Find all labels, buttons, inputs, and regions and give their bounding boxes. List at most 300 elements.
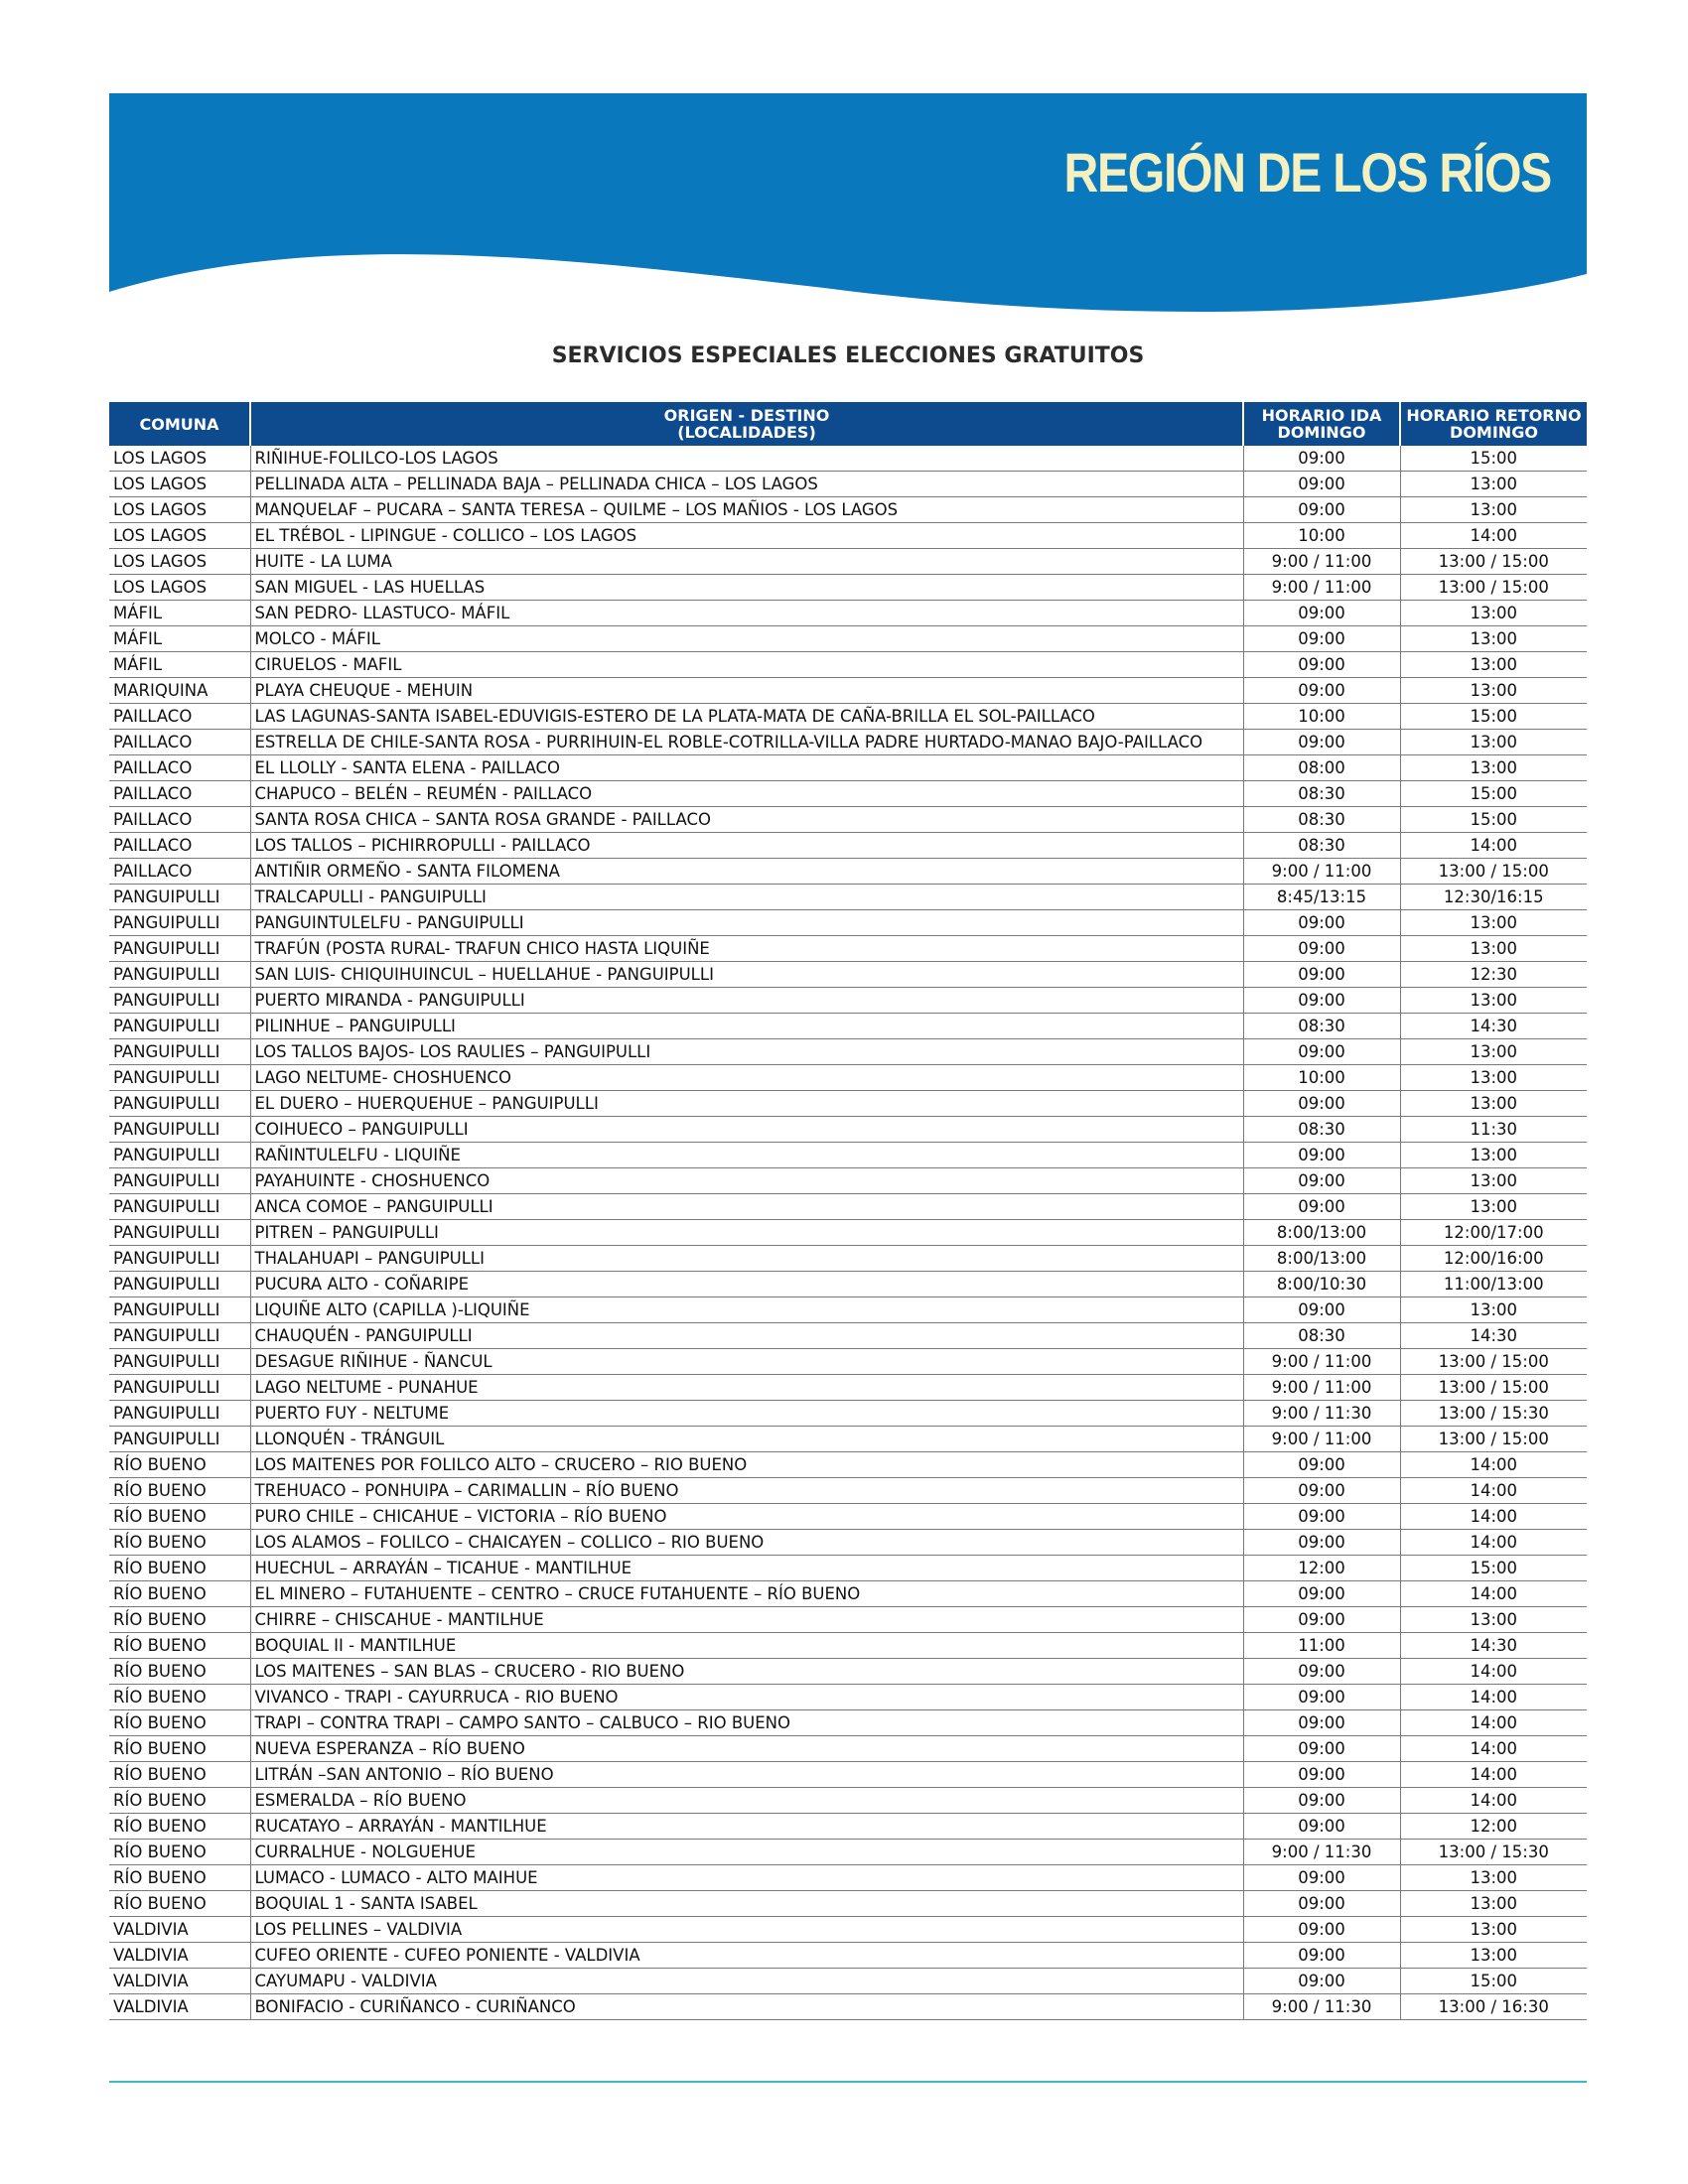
cell-comuna: RÍO BUENO [109,1840,250,1865]
cell-horario-ida: 9:00 / 11:30 [1243,1994,1400,2020]
cell-comuna: PAILLACO [109,730,250,755]
table-row [109,601,1587,626]
table-row [109,1633,1587,1659]
cell-origen-destino: PELLINADA ALTA – PELLINADA BAJA – PELLINADA CHICA – LOS LAGOS [250,472,1243,497]
cell-horario-ida: 09:00 [1243,936,1400,962]
cell-origen-destino: LLONQUÉN - TRÁNGUIL [250,1427,1243,1452]
table-row [109,1865,1587,1891]
table-row [109,446,1587,472]
cell-origen-destino: LAS LAGUNAS-SANTA ISABEL-EDUVIGIS-ESTERO DE LA PLATA-MATA DE CAÑA-BRILLA EL SOL-PAILLACO [250,704,1243,730]
cell-horario-retorno: 15:00 [1400,704,1587,730]
table-row [109,1401,1587,1427]
cell-horario-ida: 09:00 [1243,730,1400,755]
table-row [109,1452,1587,1478]
table-row [109,497,1587,523]
cell-horario-ida: 09:00 [1243,1891,1400,1917]
cell-comuna: PANGUIPULLI [109,1220,250,1246]
cell-horario-ida: 08:30 [1243,807,1400,833]
cell-comuna: PANGUIPULLI [109,1039,250,1065]
cell-origen-destino: PITREN – PANGUIPULLI [250,1220,1243,1246]
table-row [109,1788,1587,1814]
cell-origen-destino: CHAPUCO – BELÉN – REUMÉN - PAILLACO [250,781,1243,807]
cell-horario-retorno: 14:30 [1400,1014,1587,1039]
table-row [109,1969,1587,1994]
cell-horario-retorno: 12:30/16:15 [1400,885,1587,910]
cell-comuna: PANGUIPULLI [109,910,250,936]
cell-comuna: PAILLACO [109,807,250,833]
cell-horario-retorno: 13:00 [1400,1865,1587,1891]
cell-comuna: LOS LAGOS [109,523,250,549]
cell-origen-destino: RIÑIHUE-FOLILCO-LOS LAGOS [250,446,1243,472]
cell-horario-retorno: 13:00 / 15:00 [1400,549,1587,575]
cell-horario-retorno: 13:00 [1400,626,1587,652]
table-row [109,910,1587,936]
cell-origen-destino: EL TRÉBOL - LIPINGUE - COLLICO – LOS LAGOS [250,523,1243,549]
table-row [109,962,1587,988]
cell-horario-retorno: 13:00 / 15:00 [1400,1349,1587,1375]
cell-comuna: RÍO BUENO [109,1736,250,1762]
cell-comuna: PANGUIPULLI [109,936,250,962]
cell-origen-destino: DESAGUE RIÑIHUE - ÑANCUL [250,1349,1243,1375]
cell-horario-ida: 10:00 [1243,704,1400,730]
table-row [109,1943,1587,1969]
cell-comuna: LOS LAGOS [109,549,250,575]
cell-horario-retorno: 14:30 [1400,1323,1587,1349]
cell-origen-destino: PAYAHUINTE - CHOSHUENCO [250,1168,1243,1194]
cell-horario-ida: 09:00 [1243,652,1400,678]
table-row [109,755,1587,781]
cell-horario-retorno: 11:00/13:00 [1400,1272,1587,1297]
cell-horario-ida: 08:30 [1243,781,1400,807]
cell-origen-destino: LOS PELLINES – VALDIVIA [250,1917,1243,1943]
table-row [109,833,1587,859]
cell-comuna: MARIQUINA [109,678,250,704]
cell-origen-destino: PANGUINTULELFU - PANGUIPULLI [250,910,1243,936]
cell-comuna: PANGUIPULLI [109,1168,250,1194]
table-row [109,1117,1587,1143]
cell-origen-destino: ANTIÑIR ORMEÑO - SANTA FILOMENA [250,859,1243,885]
cell-origen-destino: PILINHUE – PANGUIPULLI [250,1014,1243,1039]
cell-horario-retorno: 14:00 [1400,1478,1587,1504]
cell-horario-ida: 09:00 [1243,1478,1400,1504]
cell-horario-retorno: 13:00 [1400,1194,1587,1220]
cell-horario-retorno: 13:00 [1400,910,1587,936]
cell-comuna: VALDIVIA [109,1917,250,1943]
cell-horario-retorno: 15:00 [1400,1556,1587,1581]
cell-origen-destino: HUITE - LA LUMA [250,549,1243,575]
cell-horario-ida: 09:00 [1243,910,1400,936]
table-row [109,523,1587,549]
cell-origen-destino: CURRALHUE - NOLGUEHUE [250,1840,1243,1865]
table-row [109,781,1587,807]
cell-horario-ida: 8:00/13:00 [1243,1220,1400,1246]
cell-comuna: RÍO BUENO [109,1762,250,1788]
cell-comuna: LOS LAGOS [109,497,250,523]
cell-comuna: PANGUIPULLI [109,1065,250,1091]
cell-comuna: PAILLACO [109,755,250,781]
cell-horario-retorno: 12:30 [1400,962,1587,988]
cell-origen-destino: CUFEO ORIENTE - CUFEO PONIENTE - VALDIVIA [250,1943,1243,1969]
footer-rule [109,2081,1587,2083]
cell-horario-retorno: 13:00 [1400,1091,1587,1117]
cell-origen-destino: TREHUACO – PONHUIPA – CARIMALLIN – RÍO BUENO [250,1478,1243,1504]
table-row [109,1091,1587,1117]
cell-origen-destino: EL DUERO – HUERQUEHUE – PANGUIPULLI [250,1091,1243,1117]
cell-comuna: MÁFIL [109,652,250,678]
cell-horario-ida: 09:00 [1243,1504,1400,1530]
cell-comuna: RÍO BUENO [109,1452,250,1478]
table-row [109,1736,1587,1762]
cell-origen-destino: LIQUIÑE ALTO (CAPILLA )-LIQUIÑE [250,1297,1243,1323]
cell-horario-ida: 9:00 / 11:00 [1243,1349,1400,1375]
cell-horario-retorno: 13:00 / 15:30 [1400,1401,1587,1427]
cell-horario-retorno: 13:00 [1400,1143,1587,1168]
cell-horario-retorno: 14:00 [1400,1530,1587,1556]
cell-horario-ida: 9:00 / 11:00 [1243,549,1400,575]
cell-comuna: VALDIVIA [109,1969,250,1994]
cell-origen-destino: BOQUIAL 1 - SANTA ISABEL [250,1891,1243,1917]
cell-horario-retorno: 14:00 [1400,1504,1587,1530]
cell-origen-destino: TRALCAPULLI - PANGUIPULLI [250,885,1243,910]
cell-horario-retorno: 15:00 [1400,807,1587,833]
cell-origen-destino: BONIFACIO - CURIÑANCO - CURIÑANCO [250,1994,1243,2020]
table-row [109,807,1587,833]
cell-horario-ida: 09:00 [1243,1530,1400,1556]
cell-horario-ida: 09:00 [1243,1607,1400,1633]
cell-horario-retorno: 13:00 / 15:00 [1400,1427,1587,1452]
cell-comuna: RÍO BUENO [109,1607,250,1633]
table-row [109,1272,1587,1297]
cell-horario-ida: 08:30 [1243,833,1400,859]
cell-horario-retorno: 11:30 [1400,1117,1587,1143]
cell-horario-retorno: 14:00 [1400,1710,1587,1736]
cell-horario-retorno: 14:00 [1400,1736,1587,1762]
cell-horario-retorno: 15:00 [1400,446,1587,472]
table-row [109,1297,1587,1323]
cell-origen-destino: SAN MIGUEL - LAS HUELLAS [250,575,1243,601]
cell-horario-retorno: 13:00 [1400,1039,1587,1065]
cell-horario-ida: 11:00 [1243,1633,1400,1659]
column-header-horario-retorno: HORARIO RETORNO DOMINGO [1400,402,1587,446]
cell-comuna: RÍO BUENO [109,1891,250,1917]
cell-comuna: LOS LAGOS [109,472,250,497]
cell-horario-retorno: 14:00 [1400,1659,1587,1685]
cell-horario-retorno: 13:00 [1400,755,1587,781]
cell-origen-destino: EL LLOLLY - SANTA ELENA - PAILLACO [250,755,1243,781]
cell-horario-retorno: 14:00 [1400,1788,1587,1814]
cell-origen-destino: EL MINERO – FUTAHUENTE – CENTRO – CRUCE FUTAHUENTE – RÍO BUENO [250,1581,1243,1607]
cell-horario-retorno: 13:00 / 15:00 [1400,575,1587,601]
cell-comuna: RÍO BUENO [109,1504,250,1530]
cell-horario-ida: 09:00 [1243,497,1400,523]
table-row [109,1375,1587,1401]
cell-horario-retorno: 12:00/17:00 [1400,1220,1587,1246]
cell-horario-retorno: 14:00 [1400,1685,1587,1710]
cell-horario-retorno: 13:00 [1400,1168,1587,1194]
cell-horario-ida: 09:00 [1243,1659,1400,1685]
table-row [109,1581,1587,1607]
cell-horario-ida: 08:30 [1243,1117,1400,1143]
column-header-comuna: COMUNA [109,402,250,446]
table-row [109,1659,1587,1685]
table-header-row [109,402,1587,446]
cell-horario-ida: 08:30 [1243,1323,1400,1349]
cell-horario-retorno: 12:00/16:00 [1400,1246,1587,1272]
cell-horario-retorno: 13:00 [1400,1065,1587,1091]
cell-comuna: PANGUIPULLI [109,1143,250,1168]
cell-horario-ida: 9:00 / 11:00 [1243,859,1400,885]
cell-comuna: MÁFIL [109,626,250,652]
table-row [109,1478,1587,1504]
table-row [109,1814,1587,1840]
table-row [109,1349,1587,1375]
cell-horario-ida: 09:00 [1243,1297,1400,1323]
cell-origen-destino: PUERTO MIRANDA - PANGUIPULLI [250,988,1243,1014]
cell-horario-retorno: 14:00 [1400,833,1587,859]
cell-horario-ida: 9:00 / 11:30 [1243,1401,1400,1427]
table-row [109,1220,1587,1246]
cell-horario-ida: 09:00 [1243,1736,1400,1762]
table-body [109,446,1587,2020]
cell-horario-ida: 09:00 [1243,1452,1400,1478]
cell-comuna: RÍO BUENO [109,1581,250,1607]
cell-origen-destino: LOS MAITENES – SAN BLAS – CRUCERO - RIO BUENO [250,1659,1243,1685]
cell-comuna: PANGUIPULLI [109,1375,250,1401]
cell-horario-retorno: 12:00 [1400,1814,1587,1840]
table-row [109,1607,1587,1633]
cell-horario-ida: 09:00 [1243,988,1400,1014]
table-row [109,575,1587,601]
cell-comuna: VALDIVIA [109,1943,250,1969]
cell-horario-ida: 09:00 [1243,1581,1400,1607]
cell-horario-retorno: 13:00 / 15:00 [1400,1375,1587,1401]
table-row [109,1556,1587,1581]
table-row [109,1014,1587,1039]
cell-horario-ida: 09:00 [1243,1194,1400,1220]
document-title: SERVICIOS ESPECIALES ELECCIONES GRATUITOS [551,343,1145,368]
cell-origen-destino: THALAHUAPI – PANGUIPULLI [250,1246,1243,1272]
cell-origen-destino: LOS TALLOS BAJOS- LOS RAULIES – PANGUIPULLI [250,1039,1243,1065]
cell-horario-ida: 09:00 [1243,626,1400,652]
cell-horario-retorno: 14:30 [1400,1633,1587,1659]
cell-comuna: PANGUIPULLI [109,962,250,988]
cell-origen-destino: SAN PEDRO- LLASTUCO- MÁFIL [250,601,1243,626]
cell-horario-ida: 12:00 [1243,1556,1400,1581]
cell-horario-retorno: 13:00 / 15:00 [1400,859,1587,885]
cell-comuna: RÍO BUENO [109,1710,250,1736]
cell-origen-destino: BOQUIAL II - MANTILHUE [250,1633,1243,1659]
table-row [109,1685,1587,1710]
cell-horario-ida: 09:00 [1243,1814,1400,1840]
cell-comuna: PANGUIPULLI [109,1014,250,1039]
cell-comuna: PANGUIPULLI [109,885,250,910]
cell-origen-destino: COIHUECO – PANGUIPULLI [250,1117,1243,1143]
cell-comuna: RÍO BUENO [109,1633,250,1659]
cell-comuna: PAILLACO [109,833,250,859]
cell-origen-destino: PUCURA ALTO - COÑARIPE [250,1272,1243,1297]
cell-horario-retorno: 13:00 [1400,472,1587,497]
cell-horario-retorno: 14:00 [1400,1452,1587,1478]
table-row [109,678,1587,704]
cell-comuna: RÍO BUENO [109,1814,250,1840]
cell-origen-destino: SANTA ROSA CHICA – SANTA ROSA GRANDE - PAILLACO [250,807,1243,833]
cell-comuna: PANGUIPULLI [109,1117,250,1143]
cell-origen-destino: CHIRRE – CHISCAHUE - MANTILHUE [250,1607,1243,1633]
cell-horario-retorno: 15:00 [1400,781,1587,807]
cell-horario-retorno: 13:00 [1400,601,1587,626]
cell-horario-retorno: 13:00 [1400,652,1587,678]
cell-comuna: PAILLACO [109,704,250,730]
table-row [109,1762,1587,1788]
cell-origen-destino: VIVANCO - TRAPI - CAYURRUCA - RIO BUENO [250,1685,1243,1710]
table-row [109,472,1587,497]
cell-horario-ida: 09:00 [1243,1788,1400,1814]
column-header-origen-destino: ORIGEN - DESTINO (LOCALIDADES) [250,402,1243,446]
cell-origen-destino: SAN LUIS- CHIQUIHUINCUL – HUELLAHUE - PANGUIPULLI [250,962,1243,988]
table-row [109,1891,1587,1917]
table-row [109,885,1587,910]
cell-horario-retorno: 13:00 [1400,1891,1587,1917]
cell-horario-ida: 8:45/13:15 [1243,885,1400,910]
cell-origen-destino: CIRUELOS - MAFIL [250,652,1243,678]
table-row [109,1530,1587,1556]
table-row [109,1194,1587,1220]
table-row [109,704,1587,730]
cell-origen-destino: HUECHUL – ARRAYÁN – TICAHUE - MANTILHUE [250,1556,1243,1581]
cell-comuna: RÍO BUENO [109,1685,250,1710]
cell-horario-retorno: 13:00 [1400,988,1587,1014]
cell-comuna: PANGUIPULLI [109,1323,250,1349]
cell-horario-ida: 9:00 / 11:30 [1243,1840,1400,1865]
cell-horario-retorno: 13:00 / 16:30 [1400,1994,1587,2020]
cell-comuna: MÁFIL [109,601,250,626]
cell-comuna: RÍO BUENO [109,1530,250,1556]
cell-horario-retorno: 13:00 [1400,936,1587,962]
cell-horario-retorno: 14:00 [1400,1762,1587,1788]
cell-horario-retorno: 13:00 / 15:30 [1400,1840,1587,1865]
cell-comuna: RÍO BUENO [109,1478,250,1504]
cell-origen-destino: PURO CHILE – CHICAHUE – VICTORIA – RÍO BUENO [250,1504,1243,1530]
cell-horario-ida: 8:00/13:00 [1243,1246,1400,1272]
cell-comuna: RÍO BUENO [109,1788,250,1814]
cell-horario-ida: 8:00/10:30 [1243,1272,1400,1297]
table-row [109,936,1587,962]
cell-horario-ida: 08:30 [1243,1014,1400,1039]
cell-horario-ida: 09:00 [1243,1917,1400,1943]
cell-comuna: PANGUIPULLI [109,1246,250,1272]
table-row [109,1323,1587,1349]
cell-origen-destino: LOS MAITENES POR FOLILCO ALTO – CRUCERO – RIO BUENO [250,1452,1243,1478]
schedule-table [109,402,1587,2020]
cell-horario-ida: 08:00 [1243,755,1400,781]
cell-comuna: PANGUIPULLI [109,1194,250,1220]
cell-horario-ida: 10:00 [1243,1065,1400,1091]
cell-comuna: PANGUIPULLI [109,1427,250,1452]
cell-origen-destino: ANCA COMOE – PANGUIPULLI [250,1194,1243,1220]
table-row [109,549,1587,575]
cell-horario-ida: 09:00 [1243,1865,1400,1891]
cell-comuna: PANGUIPULLI [109,1297,250,1323]
cell-comuna: PANGUIPULLI [109,1272,250,1297]
cell-horario-ida: 09:00 [1243,446,1400,472]
cell-origen-destino: PLAYA CHEUQUE - MEHUIN [250,678,1243,704]
cell-horario-ida: 09:00 [1243,1943,1400,1969]
cell-horario-ida: 09:00 [1243,962,1400,988]
cell-origen-destino: RUCATAYO – ARRAYÁN - MANTILHUE [250,1814,1243,1840]
table-row [109,1143,1587,1168]
cell-comuna: LOS LAGOS [109,446,250,472]
column-header-horario-ida: HORARIO IDA DOMINGO [1243,402,1400,446]
cell-origen-destino: CHAUQUÉN - PANGUIPULLI [250,1323,1243,1349]
cell-origen-destino: LAGO NELTUME - PUNAHUE [250,1375,1243,1401]
cell-horario-ida: 09:00 [1243,1039,1400,1065]
cell-horario-retorno: 15:00 [1400,1969,1587,1994]
cell-comuna: PANGUIPULLI [109,988,250,1014]
cell-comuna: PAILLACO [109,859,250,885]
cell-origen-destino: ESTRELLA DE CHILE-SANTA ROSA - PURRIHUIN-EL ROBLE-COTRILLA-VILLA PADRE HURTADO-MANAO BAJO-PAILLACO [250,730,1243,755]
table-row [109,1427,1587,1452]
cell-horario-ida: 09:00 [1243,678,1400,704]
cell-comuna: VALDIVIA [109,1994,250,2020]
cell-origen-destino: LOS TALLOS – PICHIRROPULLI - PAILLACO [250,833,1243,859]
table-row [109,626,1587,652]
cell-origen-destino: TRAPI – CONTRA TRAPI – CAMPO SANTO – CALBUCO – RIO BUENO [250,1710,1243,1736]
cell-horario-ida: 09:00 [1243,1762,1400,1788]
cell-horario-ida: 09:00 [1243,1168,1400,1194]
table-row [109,1065,1587,1091]
cell-horario-ida: 09:00 [1243,472,1400,497]
cell-horario-ida: 9:00 / 11:00 [1243,575,1400,601]
cell-origen-destino: PUERTO FUY - NELTUME [250,1401,1243,1427]
cell-origen-destino: ESMERALDA – RÍO BUENO [250,1788,1243,1814]
table-row [109,1710,1587,1736]
table-row [109,1917,1587,1943]
cell-horario-ida: 10:00 [1243,523,1400,549]
table-row [109,859,1587,885]
table-row [109,730,1587,755]
cell-origen-destino: TRAFÚN (POSTA RURAL- TRAFUN CHICO HASTA LIQUIÑE [250,936,1243,962]
table-row [109,1039,1587,1065]
table-row [109,988,1587,1014]
cell-horario-retorno: 13:00 [1400,730,1587,755]
cell-horario-ida: 09:00 [1243,1710,1400,1736]
cell-comuna: RÍO BUENO [109,1865,250,1891]
cell-comuna: RÍO BUENO [109,1556,250,1581]
cell-horario-retorno: 13:00 [1400,1297,1587,1323]
cell-origen-destino: MANQUELAF – PUCARA – SANTA TERESA – QUILME – LOS MAÑIOS - LOS LAGOS [250,497,1243,523]
cell-comuna: PAILLACO [109,781,250,807]
table-row [109,1840,1587,1865]
cell-horario-ida: 9:00 / 11:00 [1243,1427,1400,1452]
cell-comuna: LOS LAGOS [109,575,250,601]
cell-horario-retorno: 13:00 [1400,1607,1587,1633]
cell-origen-destino: LITRÁN –SAN ANTONIO – RÍO BUENO [250,1762,1243,1788]
cell-origen-destino: LUMACO - LUMACO - ALTO MAIHUE [250,1865,1243,1891]
region-title: REGIÓN DE LOS RÍOS [1063,141,1551,204]
cell-horario-ida: 09:00 [1243,1969,1400,1994]
cell-horario-ida: 09:00 [1243,1685,1400,1710]
cell-comuna: PANGUIPULLI [109,1401,250,1427]
cell-comuna: PANGUIPULLI [109,1349,250,1375]
cell-horario-ida: 09:00 [1243,1091,1400,1117]
cell-comuna: RÍO BUENO [109,1659,250,1685]
cell-horario-retorno: 13:00 [1400,1917,1587,1943]
cell-horario-ida: 09:00 [1243,1143,1400,1168]
table-row [109,652,1587,678]
cell-horario-retorno: 13:00 [1400,678,1587,704]
cell-origen-destino: CAYUMAPU - VALDIVIA [250,1969,1243,1994]
table-row [109,1994,1587,2020]
